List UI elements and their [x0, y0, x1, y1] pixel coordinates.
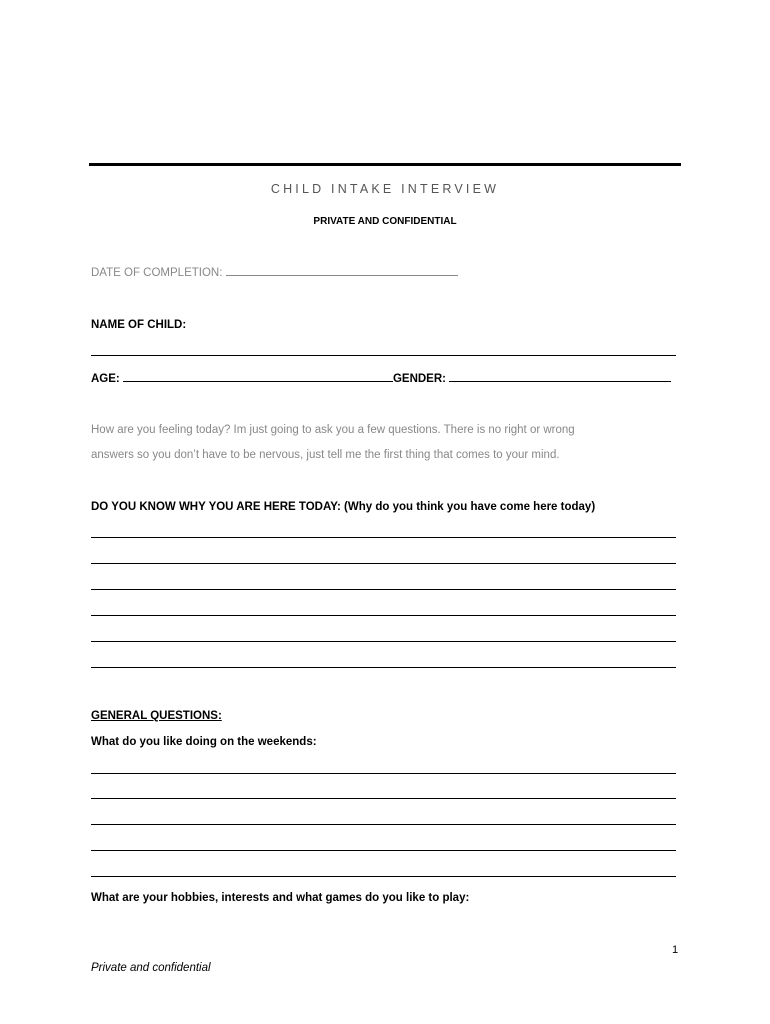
date-of-completion-field[interactable]	[226, 265, 458, 276]
header-rule	[89, 163, 681, 166]
intro-paragraph	[91, 418, 691, 468]
answer-line[interactable]	[91, 589, 676, 590]
answer-line[interactable]	[91, 850, 676, 851]
intro-line-1: How are you feeling today? Im just going to ask you a few questions. There is no right or wrong	[91, 424, 575, 436]
document-title: CHILD INTAKE INTERVIEW	[270, 182, 500, 196]
age-label: AGE:	[91, 373, 120, 385]
age-field[interactable]	[123, 371, 393, 382]
answer-line[interactable]	[91, 641, 676, 642]
name-of-child-field[interactable]	[91, 355, 676, 356]
answer-line[interactable]	[91, 667, 676, 668]
why-here-question: DO YOU KNOW WHY YOU ARE HERE TODAY: (Why do you think you have come here today)	[91, 501, 596, 513]
page-number: 1	[672, 944, 679, 956]
date-of-completion-label: DATE OF COMPLETION:	[91, 267, 223, 279]
document-subtitle: PRIVATE AND CONFIDENTIAL	[313, 216, 457, 227]
answer-line[interactable]	[91, 615, 676, 616]
answer-line[interactable]	[91, 876, 676, 877]
name-of-child-label: NAME OF CHILD:	[91, 319, 187, 331]
answer-line[interactable]	[91, 824, 676, 825]
answer-line[interactable]	[91, 537, 676, 538]
weekends-question: What do you like doing on the weekends:	[91, 736, 317, 748]
intro-line-2: answers so you don’t have to be nervous, just tell me the first thing that comes to your mind.	[91, 449, 560, 461]
gender-label: GENDER:	[392, 373, 446, 385]
date-of-completion-row	[91, 265, 458, 280]
answer-line[interactable]	[91, 798, 676, 799]
answer-line[interactable]	[91, 563, 676, 564]
hobbies-question: What are your hobbies, interests and what games do you like to play:	[91, 892, 470, 904]
footer-text: Private and confidential	[91, 962, 211, 974]
general-questions-heading: GENERAL QUESTIONS:	[91, 710, 222, 722]
gender-field[interactable]	[449, 371, 671, 382]
age-gender-row	[91, 371, 671, 386]
answer-line[interactable]	[91, 773, 676, 774]
